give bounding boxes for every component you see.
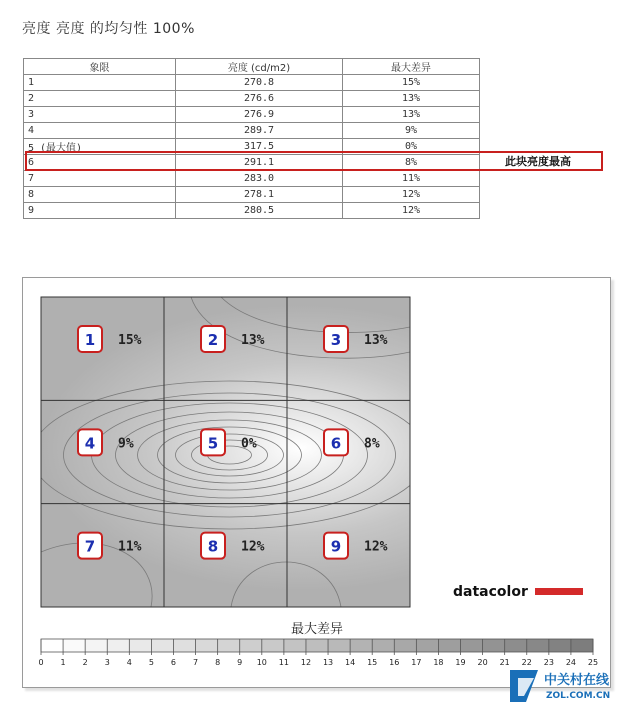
table-row <box>24 203 480 219</box>
cell-luminance: 291.1 <box>176 155 343 171</box>
colorbar-tick-label: 16 <box>389 658 400 667</box>
table-row <box>24 91 480 107</box>
colorbar-tick-label: 22 <box>521 658 532 667</box>
colorbar-tick-label: 1 <box>60 658 66 667</box>
quadrant-diff-label: 0% <box>241 436 257 452</box>
quadrant-number: 7 <box>84 537 96 556</box>
colorbar-segment <box>505 639 528 652</box>
quadrant-table <box>23 58 480 219</box>
colorbar-segment <box>218 639 241 652</box>
colorbar-segment <box>372 639 395 652</box>
colorbar-segment <box>527 639 550 652</box>
colorbar-tick-label: 18 <box>433 658 444 667</box>
quadrant-number: 6 <box>330 434 342 453</box>
quadrant-table-wrap <box>23 58 613 248</box>
cell-max-diff: 11% <box>343 171 480 187</box>
cell-max-diff: 0% <box>343 139 480 155</box>
colorbar-tick-label: 10 <box>256 658 267 667</box>
quadrant-number: 9 <box>330 537 342 556</box>
table-row <box>24 75 480 91</box>
colorbar-segment <box>262 639 285 652</box>
cell-max-diff: 12% <box>343 203 480 219</box>
cell-quadrant: 9 <box>24 203 176 219</box>
colorbar-segment <box>240 639 263 652</box>
cell-luminance: 289.7 <box>176 123 343 139</box>
zol-logo-icon <box>508 664 628 708</box>
cell-quadrant: 7 <box>24 171 176 187</box>
colorbar-segment <box>129 639 152 652</box>
cell-max-diff: 13% <box>343 107 480 123</box>
colorbar-tick-label: 8 <box>215 658 221 667</box>
colorbar-tick-label: 21 <box>499 658 510 667</box>
highlight-note: 此块亮度最高 <box>505 155 571 168</box>
colorbar-segment <box>306 639 329 652</box>
cell-max-diff: 12% <box>343 187 480 203</box>
quadrant-diff-label: 9% <box>118 436 134 452</box>
header-luminance: 亮度 (cd/m2) <box>176 59 343 75</box>
colorbar-segment <box>328 639 351 652</box>
colorbar-tick-label: 13 <box>322 658 334 667</box>
cell-quadrant: 6 <box>24 155 176 171</box>
header-max-diff: 最大差异 <box>343 59 480 75</box>
cell-max-diff: 15% <box>343 75 480 91</box>
quadrant-number: 4 <box>84 434 96 453</box>
cell-quadrant: 8 <box>24 187 176 203</box>
cell-luminance: 283.0 <box>176 171 343 187</box>
cell-max-diff: 9% <box>343 123 480 139</box>
cell-luminance: 278.1 <box>176 187 343 203</box>
quadrant-diff-label: 12% <box>364 539 388 555</box>
colorbar-tick-label: 6 <box>170 658 177 667</box>
cell-quadrant: 5 (最大值) <box>24 139 176 155</box>
colorbar-tick-label: 9 <box>237 658 243 667</box>
cell-luminance: 270.8 <box>176 75 343 91</box>
cell-luminance: 276.9 <box>176 107 343 123</box>
cell-max-diff: 8% <box>343 155 480 171</box>
colorbar-tick-label: 25 <box>587 658 599 667</box>
quadrant-diff-label: 8% <box>364 436 380 452</box>
page-title: 亮度 亮度 的均匀性 100% <box>22 21 195 37</box>
colorbar-segment <box>394 639 417 652</box>
table-row <box>24 107 480 123</box>
colorbar-segment <box>63 639 86 652</box>
quadrant-number: 2 <box>207 331 219 349</box>
colorbar-tick-label: 20 <box>477 658 488 667</box>
watermark-cn: 中关村在线 <box>544 673 610 688</box>
quadrant-diff-label: 13% <box>364 333 388 348</box>
table-header-row <box>24 59 480 75</box>
quadrant-diff-label: 11% <box>118 539 142 555</box>
colorbar-segment <box>284 639 307 652</box>
quadrant-diff-label: 15% <box>118 333 142 348</box>
watermark-en: ZOL.COM.CN <box>546 691 611 701</box>
quadrant-diff-label: 13% <box>241 333 265 348</box>
colorbar-segment <box>107 639 130 652</box>
cell-max-diff: 13% <box>343 91 480 107</box>
colorbar-tick-label: 24 <box>565 658 577 667</box>
colorbar-tick-label: 15 <box>367 658 378 667</box>
colorbar-tick-label: 14 <box>345 658 356 667</box>
quadrant-number: 1 <box>84 331 96 349</box>
colorbar-segment <box>549 639 572 652</box>
colorbar-segment <box>438 639 461 652</box>
uniformity-chart-frame <box>22 277 611 688</box>
colorbar-tick-label: 23 <box>543 658 554 667</box>
quadrant-number: 8 <box>207 537 219 556</box>
cell-luminance: 280.5 <box>176 203 343 219</box>
colorbar-segment <box>483 639 506 652</box>
cell-quadrant: 2 <box>24 91 176 107</box>
cell-luminance: 317.5 <box>176 139 343 155</box>
colorbar-segment <box>461 639 484 652</box>
colorbar-tick-label: 11 <box>278 658 289 667</box>
colorbar-segment <box>151 639 174 652</box>
colorbar-tick-label: 19 <box>455 658 466 667</box>
zol-watermark <box>508 664 628 712</box>
colorbar-tick-label: 0 <box>38 658 44 667</box>
colorbar-title: 最大差异 <box>290 622 344 637</box>
colorbar-segment <box>196 639 219 652</box>
table-row <box>24 187 480 203</box>
table-row <box>24 171 480 187</box>
cell-quadrant: 4 <box>24 123 176 139</box>
colorbar-tick-label: 3 <box>104 658 110 667</box>
cell-quadrant: 1 <box>24 75 176 91</box>
colorbar-tick-label: 12 <box>300 658 312 667</box>
colorbar-segment <box>416 639 439 652</box>
colorbar-segment <box>41 639 64 652</box>
cell-quadrant: 3 <box>24 107 176 123</box>
colorbar-segment <box>173 639 196 652</box>
header-quadrant: 象限 <box>24 59 176 75</box>
colorbar-tick-label: 17 <box>411 658 422 667</box>
table-row <box>24 123 480 139</box>
quadrant-number: 3 <box>330 331 342 349</box>
colorbar-segment <box>571 639 594 652</box>
colorbar-tick-label: 5 <box>148 658 154 667</box>
colorbar-tick-label: 7 <box>193 658 199 667</box>
datacolor-logo: datacolor <box>453 584 528 600</box>
colorbar-tick-label: 2 <box>82 658 88 667</box>
colorbar-segment <box>350 639 373 652</box>
colorbar-tick-label: 4 <box>126 658 132 667</box>
quadrant-number: 5 <box>207 434 219 453</box>
uniformity-chart <box>23 278 610 687</box>
colorbar-segment <box>85 639 108 652</box>
quadrant-diff-label: 12% <box>241 539 265 555</box>
cell-luminance: 276.6 <box>176 91 343 107</box>
datacolor-logo-bar <box>535 588 583 595</box>
